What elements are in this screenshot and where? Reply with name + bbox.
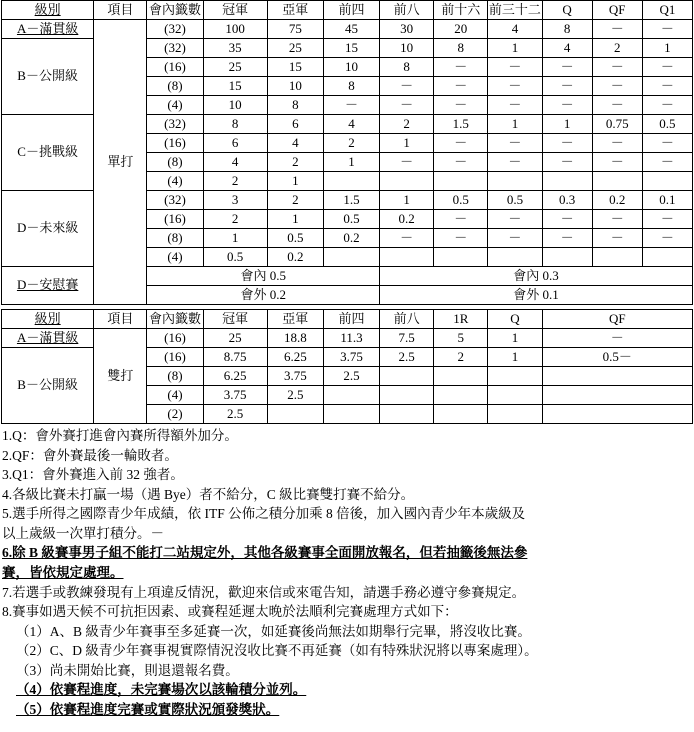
points-cell: －: [642, 134, 692, 153]
points-cell: －: [323, 96, 379, 115]
col-header-1r: 1R: [434, 310, 488, 329]
col-header-qf: QF: [542, 310, 692, 329]
draw-size: (2): [147, 405, 203, 424]
points-cell: －: [642, 229, 692, 248]
points-cell: [488, 405, 542, 424]
points-cell: 2.5: [380, 348, 434, 367]
points-cell: 2: [323, 134, 379, 153]
points-cell: 0.5: [267, 229, 323, 248]
points-cell: 1: [267, 172, 323, 191]
note-item: 7.若選手或教練發現有上項違反情況，歡迎來信或來電告知，請選手務必遵守參賽規定。: [2, 584, 526, 600]
draw-size: (4): [147, 248, 203, 267]
points-cell: [542, 386, 692, 405]
note-item: （3）尚未開始比賽，則退還報名費。: [16, 662, 239, 678]
points-cell: 4: [267, 134, 323, 153]
points-cell: －: [488, 153, 542, 172]
points-cell: 15: [203, 77, 267, 96]
points-cell: －: [592, 210, 642, 229]
points-cell: －: [592, 77, 642, 96]
points-cell: 2: [203, 210, 267, 229]
points-cell: 6.25: [267, 348, 323, 367]
points-cell: －: [592, 96, 642, 115]
points-cell: 0.1: [642, 191, 692, 210]
points-cell: －: [542, 329, 692, 348]
points-cell: [434, 172, 488, 191]
note-item: 4.各級比賽未打贏一場（遇 Bye）者不給分，C 級比賽雙打賽不給分。: [2, 486, 415, 502]
points-cell: 0.5－: [542, 348, 692, 367]
consolation-in-right: 會內 0.3: [380, 267, 693, 286]
points-cell: 5: [434, 329, 488, 348]
points-cell: －: [488, 96, 542, 115]
points-cell: 10: [203, 96, 267, 115]
col-header-top4: 前四: [323, 310, 379, 329]
draw-size: (32): [147, 20, 203, 39]
event-label-singles: 單打: [94, 20, 147, 305]
level-label-c: C－挑戰級: [2, 115, 94, 191]
note-item: 以上歲級一次單打積分。－: [2, 525, 164, 541]
points-cell: 4: [323, 115, 379, 134]
points-cell: －: [380, 153, 434, 172]
note-item: 8.賽事如遇天候不可抗拒因素、或賽程延遲太晚於法順利完賽處理方式如下：: [2, 604, 458, 620]
points-cell: －: [642, 77, 692, 96]
points-cell: －: [380, 77, 434, 96]
points-cell: 8: [542, 20, 592, 39]
points-cell: [542, 367, 692, 386]
points-cell: [642, 248, 692, 267]
col-header-level: 級別: [2, 1, 94, 20]
points-cell: [434, 405, 488, 424]
event-label-doubles: 雙打: [94, 329, 147, 424]
points-cell: [542, 405, 692, 424]
table-header-row: [2, 310, 693, 329]
points-cell: －: [434, 229, 488, 248]
points-cell: －: [642, 153, 692, 172]
points-cell: 4: [542, 39, 592, 58]
doubles-points-table: [1, 309, 693, 424]
points-cell: [434, 248, 488, 267]
points-cell: 45: [323, 20, 379, 39]
note-item: （4）依賽程進度，未完賽場次以該輪積分並列。: [16, 682, 307, 698]
points-cell: [542, 248, 592, 267]
col-header-q: Q: [542, 1, 592, 20]
col-header-top4: 前四: [323, 1, 379, 20]
points-cell: －: [488, 134, 542, 153]
col-header-top8: 前八: [380, 310, 434, 329]
points-cell: －: [434, 210, 488, 229]
col-header-champion: 冠軍: [203, 310, 267, 329]
points-cell: 2: [434, 348, 488, 367]
col-header-draw: 會內籤數: [147, 1, 203, 20]
points-cell: －: [488, 58, 542, 77]
consolation-out-right: 會外 0.1: [380, 286, 693, 305]
points-cell: 10: [267, 77, 323, 96]
points-cell: 1: [488, 39, 542, 58]
points-cell: [488, 172, 542, 191]
draw-size: (16): [147, 348, 203, 367]
points-cell: －: [380, 229, 434, 248]
consolation-out-left: 會外 0.2: [147, 286, 380, 305]
points-cell: －: [434, 77, 488, 96]
points-cell: 2: [380, 115, 434, 134]
points-cell: 2: [592, 39, 642, 58]
points-cell: －: [592, 20, 642, 39]
points-cell: 35: [203, 39, 267, 58]
points-cell: 1: [380, 191, 434, 210]
col-header-draw: 會內籤數: [147, 310, 203, 329]
points-cell: 1: [323, 153, 379, 172]
draw-size: (16): [147, 210, 203, 229]
points-cell: －: [592, 229, 642, 248]
points-cell: 0.2: [323, 229, 379, 248]
points-cell: 1.5: [434, 115, 488, 134]
points-cell: 2.5: [203, 405, 267, 424]
note-item: （1）A、B 級青少年賽事至多延賽一次，如延賽後尚無法如期舉行完畢，將沒收比賽。: [16, 623, 531, 639]
points-cell: －: [542, 153, 592, 172]
points-cell: 2.5: [323, 367, 379, 386]
col-header-top16: 前十六: [434, 1, 488, 20]
level-label-a: A－滿貫級: [2, 20, 94, 39]
points-cell: [380, 172, 434, 191]
points-cell: 8: [267, 96, 323, 115]
points-cell: 0.5: [323, 210, 379, 229]
points-cell: 8.75: [203, 348, 267, 367]
points-cell: －: [434, 153, 488, 172]
points-cell: 8: [203, 115, 267, 134]
points-cell: 3.75: [203, 386, 267, 405]
points-cell: 1: [488, 348, 542, 367]
points-cell: [542, 172, 592, 191]
draw-size: (32): [147, 191, 203, 210]
draw-size: (8): [147, 77, 203, 96]
note-item: 賽，皆依規定處理。: [2, 564, 124, 580]
points-cell: 1.5: [323, 191, 379, 210]
points-cell: 6.25: [203, 367, 267, 386]
note-item: 5.選手所得之國際青少年成績，依 ITF 公佈之積分加乘 8 倍後，加入國內青少年本歲級及: [2, 506, 526, 522]
points-cell: 30: [380, 20, 434, 39]
points-cell: 3.75: [267, 367, 323, 386]
points-cell: 2: [267, 191, 323, 210]
table-row: [2, 329, 693, 348]
points-cell: 0.2: [380, 210, 434, 229]
note-item: （2）C、D 級青少年賽事視實際情況沒收比賽不再延賽（如有特殊狀況將以專案處理）。: [16, 643, 538, 659]
points-cell: [323, 248, 379, 267]
level-label-b: B－公開級: [2, 39, 94, 115]
points-cell: 1: [488, 115, 542, 134]
col-header-runnerup: 亞軍: [267, 310, 323, 329]
notes-section: [0, 426, 694, 719]
points-cell: [380, 248, 434, 267]
points-cell: －: [642, 58, 692, 77]
points-cell: [323, 172, 379, 191]
draw-size: (16): [147, 329, 203, 348]
points-cell: 0.5: [488, 191, 542, 210]
points-cell: 10: [323, 58, 379, 77]
table-row: [2, 20, 693, 39]
points-cell: 1: [488, 329, 542, 348]
points-cell: [592, 172, 642, 191]
level-label-b: B－公開級: [2, 348, 94, 424]
col-header-q: Q: [488, 310, 542, 329]
note-item: 6.除 B 級賽事男子組不能打二站規定外，其他各級賽事全面開放報名，但若抽籤後無法參: [2, 545, 528, 561]
points-cell: 75: [267, 20, 323, 39]
points-cell: 6: [267, 115, 323, 134]
points-cell: 25: [203, 58, 267, 77]
points-cell: －: [488, 77, 542, 96]
points-cell: 25: [203, 329, 267, 348]
points-cell: [380, 367, 434, 386]
col-header-event: 項目: [94, 1, 147, 20]
consolation-in-left: 會內 0.5: [147, 267, 380, 286]
draw-size: (8): [147, 229, 203, 248]
draw-size: (4): [147, 172, 203, 191]
col-header-top32: 前三十二: [488, 1, 542, 20]
points-cell: －: [434, 134, 488, 153]
col-header-q1: Q1: [642, 1, 692, 20]
draw-size: (16): [147, 134, 203, 153]
points-cell: 1: [203, 229, 267, 248]
points-cell: 0.5: [434, 191, 488, 210]
points-cell: 15: [323, 39, 379, 58]
points-cell: 0.2: [592, 191, 642, 210]
points-cell: [434, 386, 488, 405]
points-cell: －: [592, 58, 642, 77]
points-cell: 2.5: [267, 386, 323, 405]
points-cell: 1: [380, 134, 434, 153]
points-cell: －: [642, 20, 692, 39]
points-cell: －: [434, 96, 488, 115]
points-cell: [434, 367, 488, 386]
points-cell: 3: [203, 191, 267, 210]
points-cell: 0.75: [592, 115, 642, 134]
points-cell: －: [592, 134, 642, 153]
points-cell: －: [542, 229, 592, 248]
draw-size: (4): [147, 386, 203, 405]
note-item: 1.Q：會外賽打進會內賽所得額外加分。: [2, 428, 238, 443]
draw-size: (4): [147, 96, 203, 115]
points-cell: 1: [267, 210, 323, 229]
col-header-qf: QF: [592, 1, 642, 20]
col-header-champion: 冠軍: [203, 1, 267, 20]
points-cell: 8: [434, 39, 488, 58]
points-cell: [488, 386, 542, 405]
points-cell: －: [488, 229, 542, 248]
singles-points-table: [1, 0, 693, 305]
points-cell: 18.8: [267, 329, 323, 348]
points-cell: 15: [267, 58, 323, 77]
points-cell: 6: [203, 134, 267, 153]
points-cell: －: [542, 58, 592, 77]
points-cell: －: [380, 96, 434, 115]
points-cell: －: [542, 77, 592, 96]
points-cell: 0.5: [203, 248, 267, 267]
points-cell: [323, 386, 379, 405]
points-cell: 8: [380, 58, 434, 77]
points-cell: 11.3: [323, 329, 379, 348]
points-cell: [267, 405, 323, 424]
points-cell: [380, 386, 434, 405]
points-cell: [592, 248, 642, 267]
points-cell: 10: [380, 39, 434, 58]
points-cell: 25: [267, 39, 323, 58]
draw-size: (8): [147, 367, 203, 386]
points-cell: －: [488, 210, 542, 229]
points-cell: －: [542, 134, 592, 153]
table-header-row: [2, 1, 693, 20]
points-cell: [488, 367, 542, 386]
points-cell: 4: [488, 20, 542, 39]
draw-size: (16): [147, 58, 203, 77]
level-label-d: D－未來級: [2, 191, 94, 267]
points-cell: －: [592, 153, 642, 172]
points-cell: 0.3: [542, 191, 592, 210]
level-label-consolation: D－安慰賽: [2, 267, 94, 305]
note-item: 3.Q1：會外賽進入前 32 強者。: [2, 467, 184, 483]
points-cell: [380, 405, 434, 424]
points-cell: 7.5: [380, 329, 434, 348]
level-label-a: A－滿貫級: [2, 329, 94, 348]
note-item: （5）依賽程進度完賽或實際狀況頒發獎狀。: [16, 701, 280, 717]
points-cell: 20: [434, 20, 488, 39]
draw-size: (32): [147, 39, 203, 58]
points-cell: 2: [203, 172, 267, 191]
points-cell: 0.2: [267, 248, 323, 267]
col-header-level: 級別: [2, 310, 94, 329]
points-cell: 0.5: [642, 115, 692, 134]
draw-size: (8): [147, 153, 203, 172]
points-cell: [323, 405, 379, 424]
note-item: 2.QF：會外賽最後一輪敗者。: [2, 447, 178, 463]
points-cell: 1: [642, 39, 692, 58]
points-cell: 1: [542, 115, 592, 134]
points-cell: [642, 172, 692, 191]
points-cell: －: [642, 96, 692, 115]
points-cell: －: [434, 58, 488, 77]
points-cell: 8: [323, 77, 379, 96]
points-cell: －: [542, 210, 592, 229]
points-cell: －: [542, 96, 592, 115]
draw-size: (32): [147, 115, 203, 134]
points-cell: 4: [203, 153, 267, 172]
points-cell: 2: [267, 153, 323, 172]
col-header-top8: 前八: [380, 1, 434, 20]
points-cell: 3.75: [323, 348, 379, 367]
points-cell: －: [642, 210, 692, 229]
points-cell: [488, 248, 542, 267]
col-header-event: 項目: [94, 310, 147, 329]
col-header-runnerup: 亞軍: [267, 1, 323, 20]
points-cell: 100: [203, 20, 267, 39]
